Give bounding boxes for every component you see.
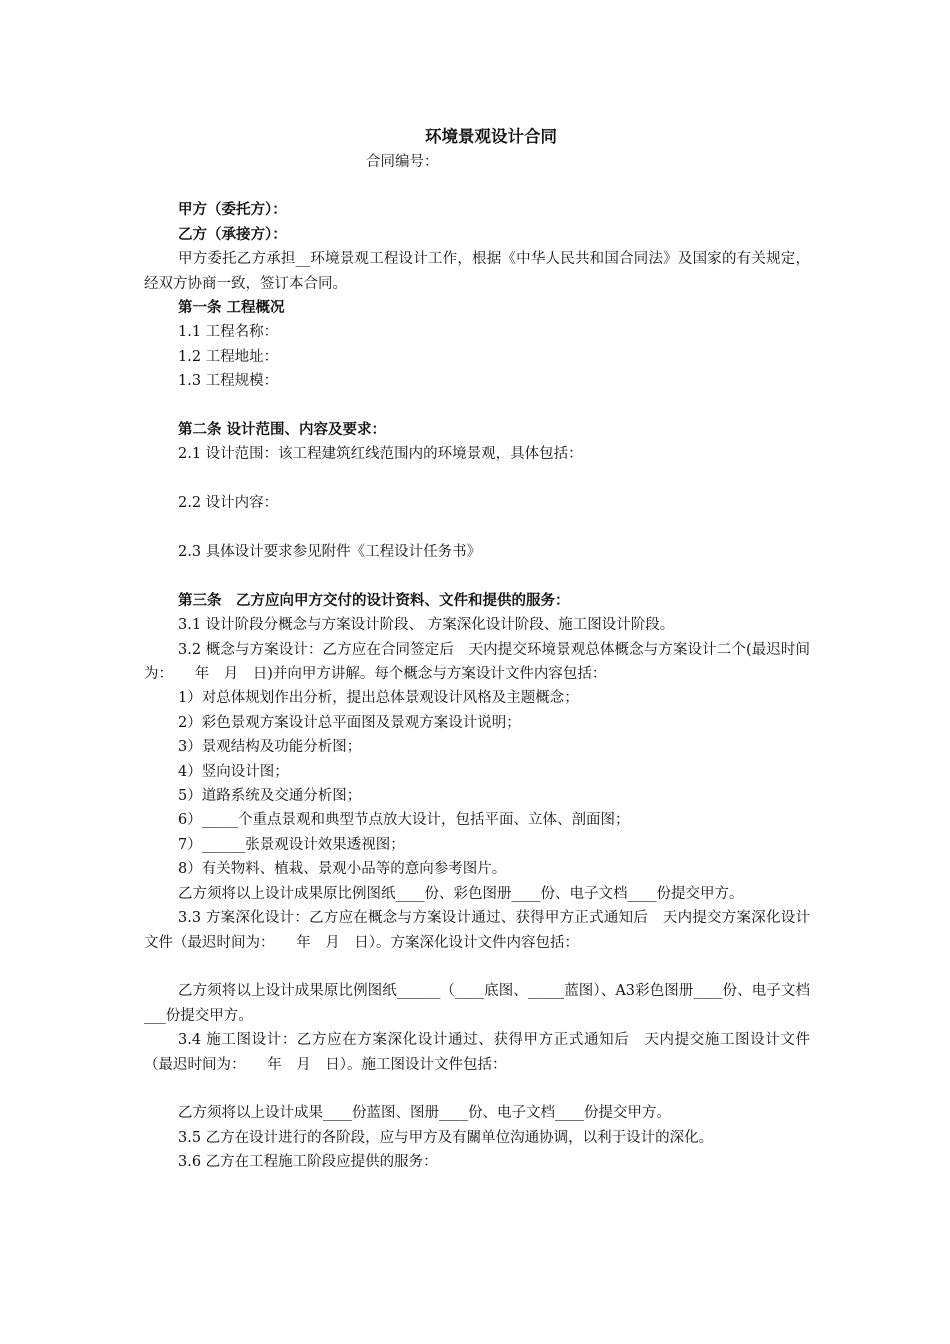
clause-3-4: 3.4 施工图设计：乙方应在方案深化设计通过、获得甲方正式通知后 天内提交施工图设计文件（最迟时间为： 年 月 日）。施工图设计文件包括： xyxy=(144,1032,810,1073)
article-3-heading: 第三条 乙方应向甲方交付的设计资料、文件和提供的服务： xyxy=(178,591,570,609)
submission-clause-1: 乙方须将以上设计成果原比例图纸____份、彩色图册____份、电子文档____份提交甲方。 xyxy=(178,885,744,902)
party-b: 乙方（承接方）： xyxy=(178,225,287,243)
article-1-item: 1.3 工程规模： xyxy=(178,373,279,390)
list-item: 4）竖向设计图； xyxy=(178,763,289,780)
design-requirements: 2.3 具体设计要求参见附件《工程设计任务书》 xyxy=(178,544,482,561)
clause-3-5: 3.5 乙方在设计进行的各阶段，应与甲方及有關单位沟通协调，以利于设计的深化。 xyxy=(178,1129,714,1146)
design-content: 2.2 设计内容： xyxy=(178,495,279,512)
article-2-heading: 第二条 设计范围、内容及要求： xyxy=(178,421,387,439)
submission-clause-3: 乙方须将以上设计成果____份蓝图、图册____份、电子文档____份提交甲方。 xyxy=(178,1105,671,1122)
list-item: 6）_____个重点景观和典型节点放大设计，包括平面、立体、剖面图； xyxy=(178,812,630,829)
clause-3-6: 3.6 乙方在工程施工阶段应提供的服务： xyxy=(178,1154,438,1171)
spacer xyxy=(144,467,810,491)
clause-3-2: 3.2 概念与方案设计：乙方应在合同签定后 天内提交环境景观总体概念与方案设计二个(最迟时间为： 年 月 日)并向甲方讲解。每个概念与方案设计文件内容包括： xyxy=(144,641,810,683)
clause-3-1: 3.1 设计阶段分概念与方案设计阶段、 方案深化设计阶段、施工图设计阶段。 xyxy=(178,617,675,634)
design-scope: 2.1 设计范围：该工程建筑红线范围内的环境景观，具体包括： xyxy=(178,446,583,463)
contract-number-label: 合同编号： xyxy=(366,154,439,170)
spacer xyxy=(144,955,810,979)
list-item: 3）景观结构及功能分析图； xyxy=(178,739,362,756)
document-body xyxy=(144,124,810,1175)
list-item: 5）道路系统及交通分析图； xyxy=(178,788,362,805)
document-title: 环境景观设计合同 xyxy=(425,127,557,146)
intro-paragraph: 甲方委托乙方承担__环境景观工程设计工作，根据《中华人民共和国合同法》及国家的有关规定，经双方协商一致，签订本合同。 xyxy=(144,251,810,292)
spacer xyxy=(144,174,810,198)
article-1-heading: 第一条 工程概况 xyxy=(178,299,285,317)
list-item: 7）______张景观设计效果透视图； xyxy=(178,836,405,853)
party-a: 甲方（委托方）： xyxy=(178,201,287,219)
spacer xyxy=(144,564,810,588)
spacer xyxy=(144,394,810,418)
article-1-item: 1.2 工程地址： xyxy=(178,348,279,365)
clause-3-3: 3.3 方案深化设计：乙方应在概念与方案设计通过、获得甲方正式通知后 天内提交方案深化设计文件（最迟时间为： 年 月 日）。方案深化设计文件内容包括： xyxy=(144,910,810,951)
list-item: 8）有关物料、植栽、景观小品等的意向参考图片。 xyxy=(178,861,507,878)
list-item: 1）对总体规划作出分析，提出总体景观设计风格及主题概念； xyxy=(178,690,579,707)
article-1-item: 1.1 工程名称： xyxy=(178,324,279,341)
list-item: 2）彩色景观方案设计总平面图及景观方案设计说明； xyxy=(178,714,521,731)
spacer xyxy=(144,1077,810,1101)
submission-clause-2: 乙方须将以上设计成果原比例图纸______（____底图、_____蓝图）、A3彩色图册____份、电子文档___份提交甲方。 xyxy=(144,983,810,1024)
spacer xyxy=(144,516,810,540)
